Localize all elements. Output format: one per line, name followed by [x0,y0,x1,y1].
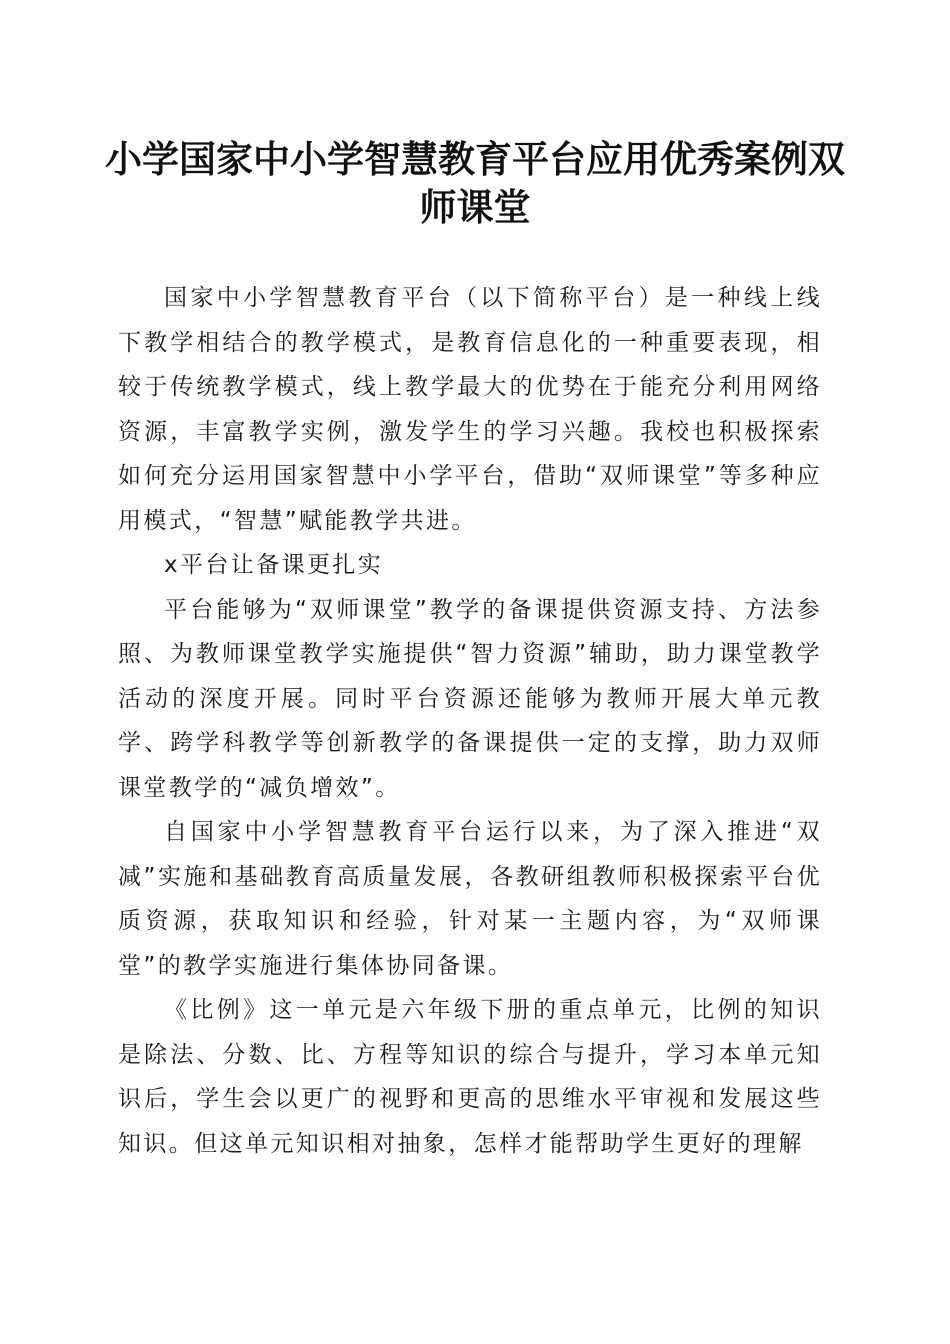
paragraph-platform-support: 平台能够为“双师课堂”教学的备课提供资源支持、方法参照、为教师课堂教学实施提供“智力资源”辅助，助力课堂教学活动的深度开展。同时平台资源还能够为教师开展大单元教学、跨学科教学等创新教学的备课提供一定的支撑，助力双师课堂教学的“减负增效”。 [118,596,822,801]
paragraph-intro: 国家中小学智慧教育平台（以下简称平台）是一种线上线下教学相结合的教学模式，是教育信息化的一种重要表现，相较于传统教学模式，线上教学最大的优势在于能充分利用网络资源，丰富教学实例，激发学生的学习兴趣。我校也积极探索如何充分运用国家智慧中小学平台，借助“双师课堂”等多种应用模式，“智慧”赋能教学共进。 [118,285,822,534]
paragraph-ratio-unit: 《比例》这一单元是六年级下册的重点单元，比例的知识是除法、分数、比、方程等知识的综合与提升，学习本单元知识后，学生会以更广的视野和更高的思维水平审视和发展这些知识。但这单元知识相对抽象，怎样才能帮助学生更好的理解 [118,997,822,1157]
paragraph-collaborative-prep: 自国家中小学智慧教育平台运行以来，为了深入推进“双减”实施和基础教育高质量发展，各教研组教师积极探索平台优质资源，获取知识和经验，针对某一主题内容，为“双师课堂”的教学实施进行集体协同备课。 [118,819,822,979]
document-body [118,276,822,1166]
section-heading: x平台让备课更扎实 [164,552,384,578]
document-title: 小学国家中小学智慧教育平台应用优秀案例双师课堂 [105,137,845,229]
